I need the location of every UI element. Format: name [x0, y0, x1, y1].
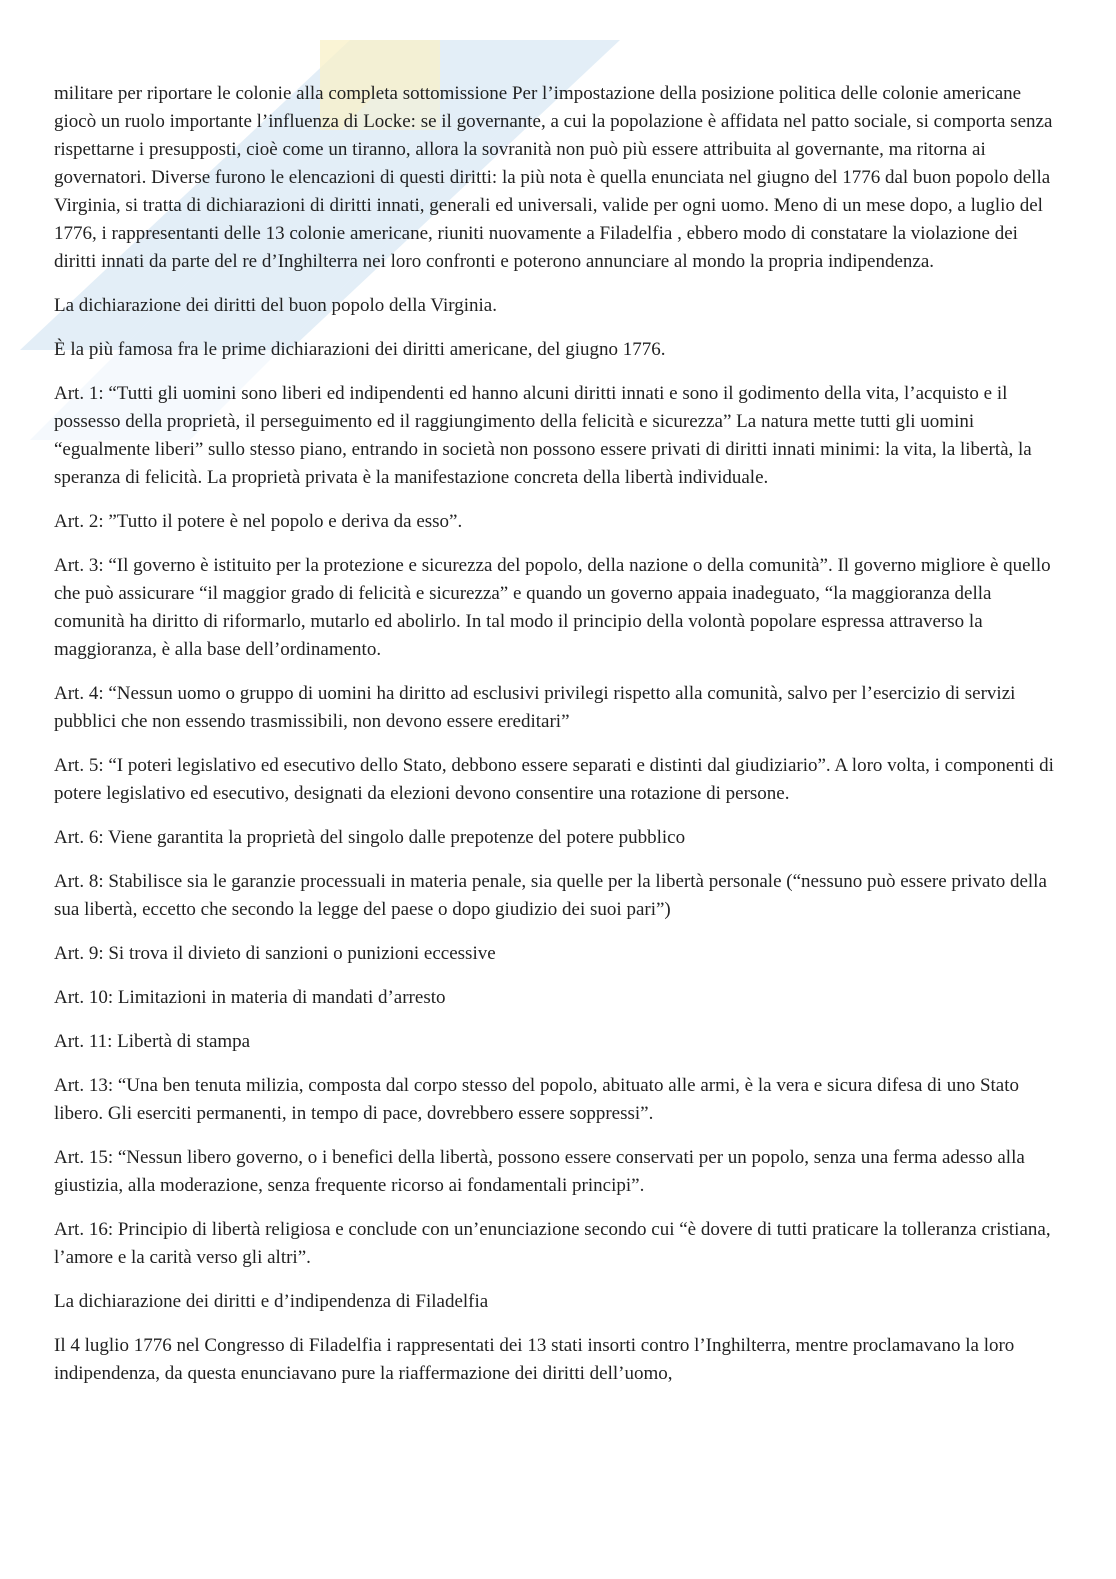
article-16: Art. 16: Principio di libertà religiosa e conclude con un’enunciazione secondo cui “è dovere di tutti praticare la tolleranza cristiana, l’amore e la carità verso gli altri”.: [54, 1219, 1051, 1268]
heading-virginia: La dichiarazione dei diritti del buon popolo della Virginia.: [54, 295, 497, 316]
article-6: Art. 6: Viene garantita la proprietà del singolo dalle prepotenze del potere pubblico: [54, 827, 686, 848]
article-2: Art. 2: ”Tutto il potere è nel popolo e deriva da esso”.: [54, 511, 463, 532]
article-3: Art. 3: “Il governo è istituito per la protezione e sicurezza del popolo, della nazione o della comunità”. Il governo migliore è quello che può assicurare “il maggior grado di felicità e sicurezza” e quando un governo appaia inadeguato, “la maggioranza della comunità ha diritto di riformarlo, mutarlo ed abolirlo. In tal modo il principio della volontà popolare espressa attraverso la maggioranza, è alla base dell’ordinamento.: [54, 555, 1051, 660]
document-body: [54, 80, 1064, 1404]
heading-filadelfia: La dichiarazione dei diritti e d’indipendenza di Filadelfia: [54, 1291, 489, 1312]
article-4: Art. 4: “Nessun uomo o gruppo di uomini ha diritto ad esclusivi privilegi rispetto alla comunità, salvo per l’esercizio di servizi pubblici che non essendo trasmissibili, non devono essere ereditari”: [54, 683, 1016, 732]
article-8: Art. 8: Stabilisce sia le garanzie processuali in materia penale, sia quelle per la libertà personale (“nessuno può essere privato della sua libertà, eccetto che secondo la legge del paese o dopo giudizio dei suoi pari”): [54, 871, 1047, 920]
paragraph-virginia-intro: È la più famosa fra le prime dichiarazioni dei diritti americane, del giugno 1776.: [54, 339, 666, 360]
article-13: Art. 13: “Una ben tenuta milizia, composta dal corpo stesso del popolo, abituato alle armi, è la vera e sicura difesa di uno Stato libero. Gli eserciti permanenti, in tempo di pace, dovrebbero essere soppressi”.: [54, 1075, 1020, 1124]
article-10: Art. 10: Limitazioni in materia di mandati d’arresto: [54, 987, 446, 1008]
paragraph-filadelfia: Il 4 luglio 1776 nel Congresso di Filadelfia i rappresentati dei 13 stati insorti contro l’Inghilterra, mentre proclamavano la loro indipendenza, da questa enunciavano pure la riaffermazione dei diritti dell’uomo,: [54, 1335, 1015, 1384]
article-15: Art. 15: “Nessun libero governo, o i benefici della libertà, possono essere conservati per un popolo, senza una ferma adesso alla giustizia, alla moderazione, senza frequente ricorso ai fondamentali principi”.: [54, 1147, 1025, 1196]
paragraph-intro: militare per riportare le colonie alla completa sottomissione Per l’impostazione della posizione politica delle colonie americane giocò un ruolo importante l’influenza di Locke: se il governante, a cui la popolazione è affidata nel patto sociale, si comporta senza rispettarne i presupposti, cioè come un tiranno, allora la sovranità non può più essere attribuita al governante, ma ritorna ai governatori. Diverse furono le elencazioni di questi diritti: la più nota è quella enunciata nel giugno del 1776 dal buon popolo della Virginia, si tratta di dichiarazioni di diritti innati, generali ed universali, valide per ogni uomo. Meno di un mese dopo, a luglio del 1776, i rappresentanti delle 13 colonie americane, riuniti nuovamente a Filadelfia , ebbero modo di constatare la violazione dei diritti innati da parte del re d’Inghilterra nei loro confronti e poterono annunciare al mondo la propria indipendenza.: [54, 83, 1053, 272]
article-11: Art. 11: Libertà di stampa: [54, 1031, 251, 1052]
article-9: Art. 9: Si trova il divieto di sanzioni o punizioni eccessive: [54, 943, 496, 964]
article-1: Art. 1: “Tutti gli uomini sono liberi ed indipendenti ed hanno alcuni diritti innati e sono il godimento della vita, l’acquisto e il possesso della proprietà, il perseguimento ed il raggiungimento della felicità e sicurezza” La natura mette tutti gli uomini “egualmente liberi” sullo stesso piano, entrando in società non possono essere privati di diritti innati minimi: la vita, la libertà, la speranza di felicità. La proprietà privata è la manifestazione concreta della libertà individuale.: [54, 383, 1032, 488]
article-5: Art. 5: “I poteri legislativo ed esecutivo dello Stato, debbono essere separati e distinti dal giudiziario”. A loro volta, i componenti di potere legislativo ed esecutivo, designati da elezioni devono consentire una rotazione di persone.: [54, 755, 1054, 804]
